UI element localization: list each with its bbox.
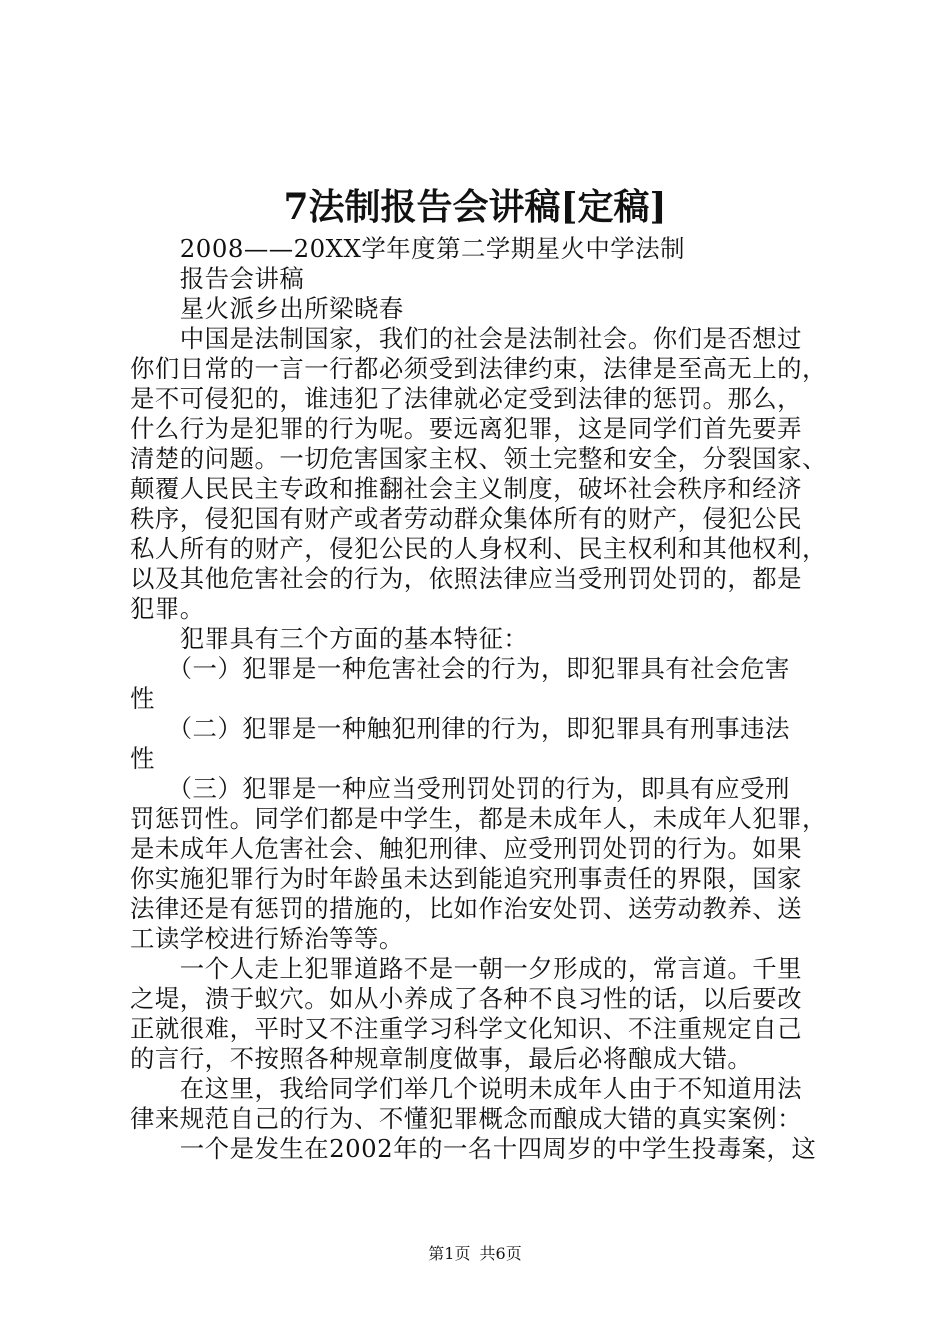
text-line: 以及其他危害社会的行为，依照法律应当受刑罚处罚的，都是 xyxy=(130,564,803,593)
text-line: 在这里，我给同学们举几个说明未成年人由于不知道用法 xyxy=(130,1074,803,1103)
text-line: 性 xyxy=(130,684,155,713)
text-line: 犯罪具有三个方面的基本特征： xyxy=(130,624,529,653)
text-line: 报告会讲稿 xyxy=(130,264,305,293)
text-line: 你实施犯罪行为时年龄虽未达到能追究刑事责任的界限，国家 xyxy=(130,864,803,893)
text-line: 工读学校进行矫治等等。 xyxy=(130,924,404,953)
document-title: 7法制报告会讲稿[定稿] xyxy=(283,186,667,228)
text-line: 犯罪。 xyxy=(130,594,205,623)
page-footer xyxy=(0,1244,950,1264)
text-line: 的言行，不按照各种规章制度做事，最后必将酿成大错。 xyxy=(130,1044,753,1073)
document-body xyxy=(130,234,835,1164)
text-line: 清楚的问题。一切危害国家主权、领土完整和安全，分裂国家、 xyxy=(130,444,827,473)
text-line: 罚惩罚性。同学们都是中学生，都是未成年人，未成年人犯罪， xyxy=(130,804,827,833)
page-total: 共6页 xyxy=(479,1244,522,1263)
text-line: 是未成年人危害社会、触犯刑律、应受刑罚处罚的行为。如果 xyxy=(130,834,803,863)
page-number: 第1页 xyxy=(428,1244,471,1263)
text-line: 2008——20XX学年度第二学期星火中学法制 xyxy=(130,234,685,263)
text-line: 法律还是有惩罚的措施的，比如作治安处罚、送劳动教养、送 xyxy=(130,894,803,923)
text-line: 一个是发生在2002年的一名十四周岁的中学生投毒案，这 xyxy=(130,1134,817,1163)
text-line: 正就很难，平时又不注重学习科学文化知识、不注重规定自己 xyxy=(130,1014,803,1043)
text-line: 中国是法制国家，我们的社会是法制社会。你们是否想过 xyxy=(130,324,803,353)
text-line: 性 xyxy=(130,744,155,773)
text-line: （二）犯罪是一种触犯刑律的行为，即犯罪具有刑事违法 xyxy=(130,714,790,743)
text-line: 秩序，侵犯国有财产或者劳动群众集体所有的财产，侵犯公民 xyxy=(130,504,803,533)
text-line: 颠覆人民民主专政和推翻社会主义制度，破坏社会秩序和经济 xyxy=(130,474,803,503)
text-line: （一）犯罪是一种危害社会的行为，即犯罪具有社会危害 xyxy=(130,654,790,683)
text-line: 是不可侵犯的，谁违犯了法律就必定受到法律的惩罚。那么， xyxy=(130,384,803,413)
text-line: 之堤，溃于蚁穴。如从小养成了各种不良习性的话，以后要改 xyxy=(130,984,803,1013)
text-line: 什么行为是犯罪的行为呢。要远离犯罪，这是同学们首先要弄 xyxy=(130,414,803,443)
text-line: 星火派乡出所梁晓春 xyxy=(130,294,404,323)
text-line: 私人所有的财产，侵犯公民的人身权利、民主权利和其他权利， xyxy=(130,534,827,563)
text-line: 律来规范自己的行为、不懂犯罪概念而酿成大错的真实案例： xyxy=(130,1104,803,1133)
text-line: 一个人走上犯罪道路不是一朝一夕形成的，常言道。千里 xyxy=(130,954,803,983)
text-line: 你们日常的一言一行都必须受到法律约束，法律是至高无上的， xyxy=(130,354,827,383)
text-line: （三）犯罪是一种应当受刑罚处罚的行为，即具有应受刑 xyxy=(130,774,790,803)
